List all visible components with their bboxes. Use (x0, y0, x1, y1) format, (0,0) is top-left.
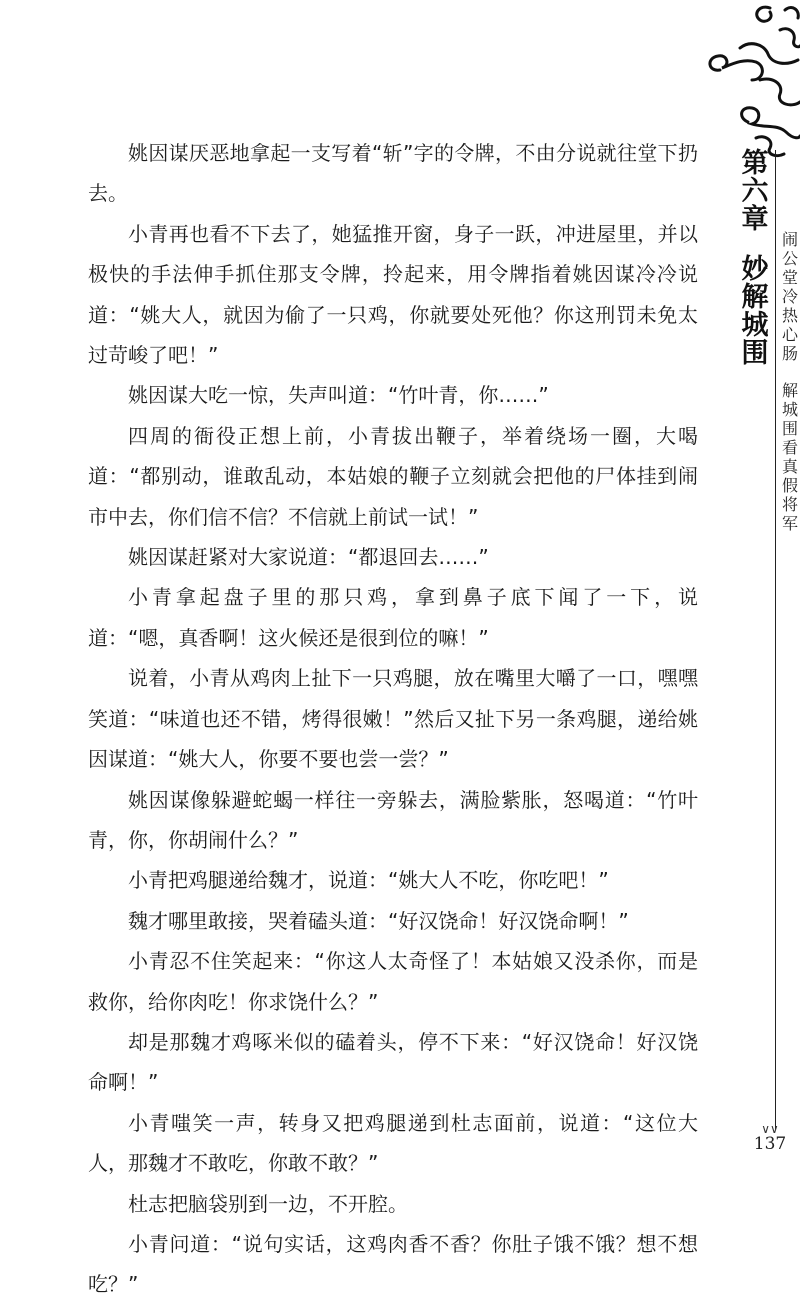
paragraph: 小青拿起盘子里的那只鸡，拿到鼻子底下闻了一下，说道：“嗯，真香啊！这火候还是很到位的嘛！” (88, 585, 698, 650)
paragraph: 小青再也看不下去了，她猛推开窗，身子一跃，冲进屋里，并以极快的手法伸手抓住那支令牌，拎起来，用令牌指着姚因谋冷冷说道：“姚大人，就因为偷了一只鸡，你就要处死他？你这刑罚未免太过苛峻了吧！” (88, 221, 698, 368)
heading-char: 六 (741, 176, 769, 207)
heading-char: 围 (741, 338, 769, 369)
paragraph: 杜志把脑袋别到一边，不开腔。 (128, 1191, 408, 1216)
paragraph: 小青嗤笑一声，转身又把鸡腿递到杜志面前，说道：“这位大人，那魏才不敢吃，你敢不敢？” (88, 1110, 698, 1176)
heading-char: 闹 (781, 230, 798, 249)
heading-char: 公 (781, 249, 798, 268)
margin-rule (775, 150, 776, 1130)
body-text (88, 133, 698, 1305)
heading-char: 将 (781, 495, 798, 514)
paragraph: 四周的衙役正想上前，小青拔出鞭子，举着绕场一圈，大喝道：“都别动，谁敢乱动，本姑娘的鞭子立刻就会把他的尸体挂到闹市中去，你们信不信？不信就上前试一试！” (88, 423, 698, 529)
paragraph: 魏才哪里敢接，哭着磕头道：“好汉饶命！好汉饶命啊！” (128, 908, 629, 933)
paragraph: 姚因谋大吃一惊，失声叫道：“竹叶青，你……” (128, 383, 549, 408)
heading-char: 围 (781, 419, 798, 438)
heading-char: 解 (741, 282, 769, 313)
heading-char: 看 (781, 438, 798, 457)
page-marker: ∨∨ (761, 1122, 779, 1136)
paragraph: 说着，小青从鸡肉上扯下一只鸡腿，放在嘴里大嚼了一口，嘿嘿笑道：“味道也还不错，烤得很嫩！”然后又扯下另一条鸡腿，递给姚因谋道：“姚大人，你要不要也尝一尝？” (88, 666, 698, 772)
heading-char: 妙 (741, 254, 769, 285)
heading-char: 军 (781, 514, 798, 533)
page-number-block (744, 1122, 796, 1154)
page-number: 137 (753, 1134, 787, 1154)
paragraph: 姚因谋赶紧对大家说道：“都退回去……” (128, 545, 489, 570)
chapter-name (738, 256, 772, 368)
heading-char: 第 (741, 148, 769, 179)
heading-char: 热 (781, 306, 798, 325)
heading-char: 真 (781, 457, 798, 476)
subtitle-line-2 (780, 381, 800, 533)
heading-char: 堂 (781, 268, 798, 287)
paragraph: 却是那魏才鸡啄米似的磕着头，停不下来：“好汉饶命！好汉饶命啊！” (88, 1029, 698, 1095)
chapter-subtitle (780, 230, 800, 533)
heading-char: 冷 (781, 287, 798, 306)
paragraph: 姚因谋像躲避蛇蝎一样往一旁躲去，满脸紫胀，怒喝道：“竹叶青，你，你胡闹什么？” (88, 787, 698, 852)
paragraph: 姚因谋厌恶地拿起一支写着“斩”字的令牌，不由分说就往堂下扔去。 (88, 141, 698, 206)
subtitle-line-1 (780, 230, 800, 363)
heading-char: 假 (781, 476, 798, 495)
chapter-title (738, 150, 772, 368)
heading-char: 肠 (781, 344, 798, 363)
paragraph: 小青忍不住笑起来：“你这人太奇怪了！本姑娘又没杀你，而是救你，给你肉吃！你求饶什么？” (88, 949, 698, 1014)
heading-char: 心 (781, 325, 798, 344)
heading-char: 章 (741, 204, 769, 235)
heading-char: 城 (741, 310, 769, 341)
heading-char: 城 (781, 400, 798, 419)
heading-char: 解 (781, 381, 798, 400)
chapter-number (738, 150, 772, 234)
paragraph: 小青问道：“说句实话，这鸡肉香不香？你肚子饿不饿？想不想吃？” (88, 1231, 698, 1297)
paragraph: 小青把鸡腿递给魏才，说道：“姚大人不吃，你吃吧！” (128, 868, 609, 893)
cloud-ornament-icon (700, 0, 800, 160)
